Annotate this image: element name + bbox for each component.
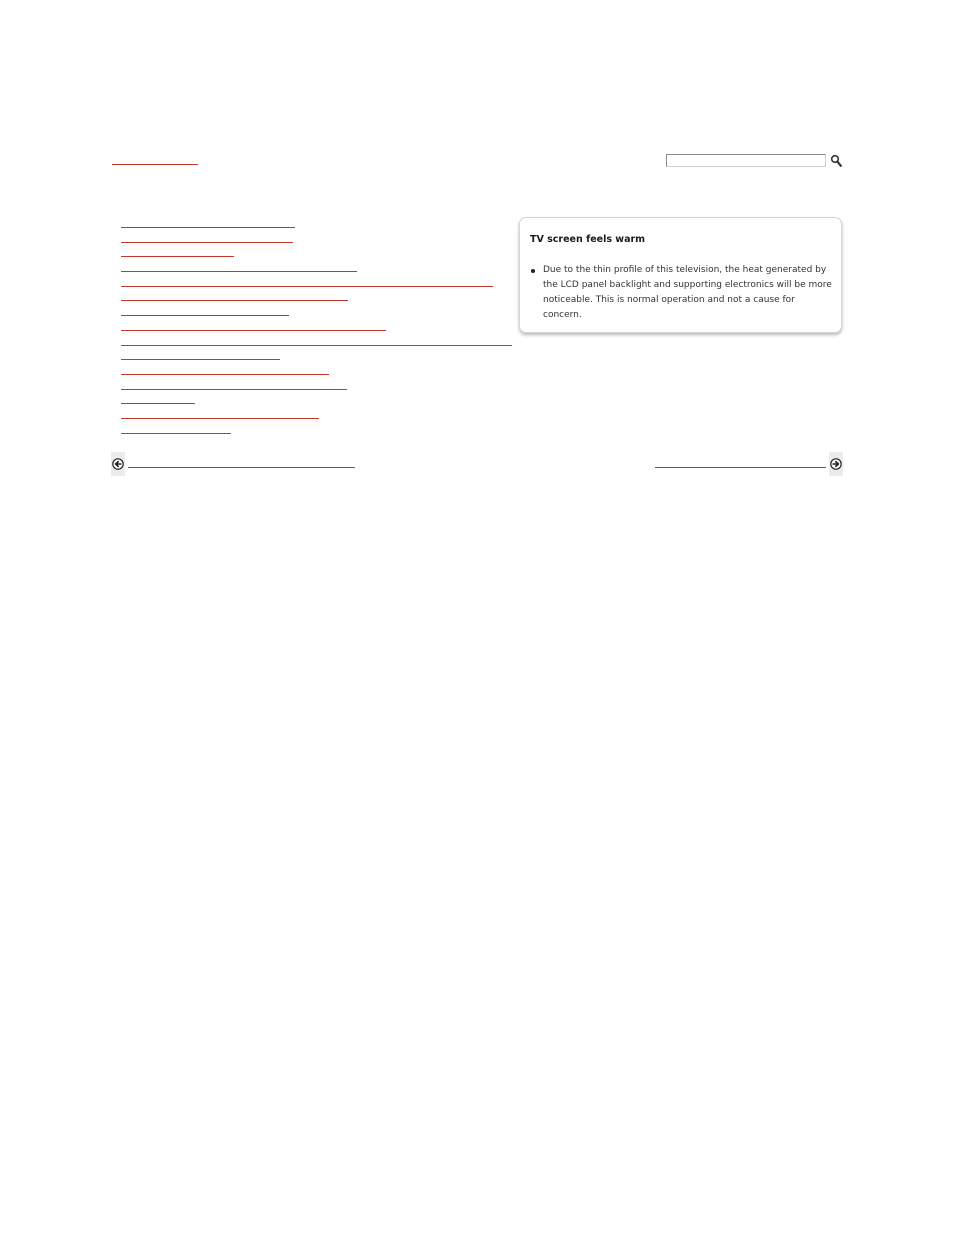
topic-link[interactable] — [121, 242, 293, 243]
topic-link[interactable] — [121, 271, 357, 272]
topic-link[interactable] — [121, 256, 234, 257]
previous-page-nav — [111, 452, 357, 476]
previous-page-link[interactable] — [128, 467, 355, 468]
previous-page-button[interactable] — [111, 452, 125, 476]
topic-link[interactable] — [121, 330, 386, 331]
card-title: TV screen feels warm — [530, 234, 646, 245]
topic-link[interactable] — [121, 227, 295, 228]
next-page-button[interactable] — [829, 452, 843, 476]
topic-link[interactable] — [121, 433, 231, 434]
top-nav-link[interactable] — [112, 154, 198, 165]
search-input[interactable] — [666, 154, 826, 167]
search-button[interactable] — [830, 154, 842, 167]
bullet-icon — [531, 269, 535, 273]
topic-link[interactable] — [121, 345, 512, 346]
arrow-left-circle-icon — [112, 458, 124, 470]
next-page-nav — [653, 452, 843, 476]
arrow-right-circle-icon — [830, 458, 842, 470]
search-icon — [830, 154, 842, 167]
content-card — [519, 217, 842, 333]
topic-link[interactable] — [121, 418, 319, 419]
search-box — [666, 154, 842, 168]
topic-link[interactable] — [121, 389, 347, 390]
topic-link[interactable] — [121, 315, 289, 316]
topic-link[interactable] — [121, 286, 493, 287]
topic-link[interactable] — [121, 403, 195, 404]
next-page-link[interactable] — [655, 467, 826, 468]
topic-link[interactable] — [121, 359, 280, 360]
topic-link[interactable] — [121, 300, 348, 301]
topic-link[interactable] — [121, 374, 329, 375]
card-body-text: Due to the thin profile of this television, the heat generated by the LCD panel backlight and supporting electronics will be more noticeable. This is normal operation and not a cause for concern. — [543, 265, 832, 320]
